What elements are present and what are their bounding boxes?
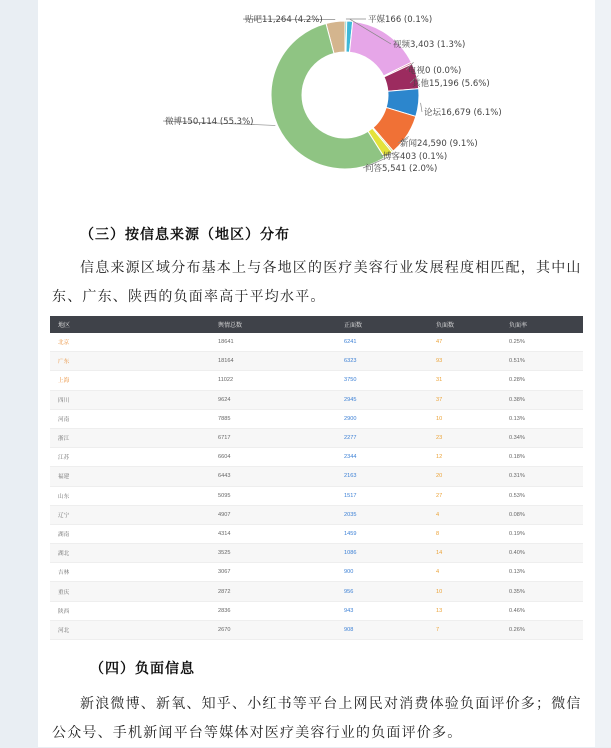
cell-positive: 908	[312, 620, 404, 639]
cell-region: 河北	[50, 620, 200, 639]
table-row	[50, 524, 583, 543]
cell-positive: 1459	[312, 524, 404, 543]
cell-negative: 20	[404, 467, 501, 486]
cell-positive: 1086	[312, 544, 404, 563]
cell-region: 重庆	[50, 582, 200, 601]
donut-label-平媒: 平媒166 (0.1%)	[368, 14, 432, 25]
cell-negative: 37	[404, 390, 501, 409]
cell-region: 辽宁	[50, 505, 200, 524]
cell-region: 福建	[50, 467, 200, 486]
cell-negative: 93	[404, 352, 501, 371]
table-row	[50, 390, 583, 409]
cell-region: 河南	[50, 409, 200, 428]
cell-positive: 900	[312, 563, 404, 582]
donut-label-博客: 博客403 (0.1%)	[383, 151, 447, 162]
header-negative: 负面数	[404, 316, 501, 333]
cell-total: 6717	[200, 428, 312, 447]
cell-total: 18164	[200, 352, 312, 371]
donut-label-问答: 问答5,541 (2.0%)	[365, 163, 437, 174]
section-three-title: （三）按信息来源（地区）分布	[80, 224, 290, 244]
header-region: 地区	[50, 316, 200, 333]
cell-negative: 10	[404, 409, 501, 428]
cell-negative: 7	[404, 620, 501, 639]
table-row	[50, 371, 583, 390]
cell-negative-rate: 0.40%	[501, 544, 583, 563]
cell-positive: 2900	[312, 409, 404, 428]
cell-positive: 3750	[312, 371, 404, 390]
cell-positive: 2945	[312, 390, 404, 409]
cell-negative-rate: 0.35%	[501, 582, 583, 601]
cell-total: 3525	[200, 544, 312, 563]
table-row	[50, 409, 583, 428]
table-header-row	[50, 316, 583, 333]
donut-label-论坛: 论坛16,679 (6.1%)	[424, 107, 502, 118]
cell-negative-rate: 0.51%	[501, 352, 583, 371]
cell-positive: 1517	[312, 486, 404, 505]
cell-positive: 6323	[312, 352, 404, 371]
cell-negative-rate: 0.38%	[501, 390, 583, 409]
donut-label-新闻: 新闻24,590 (9.1%)	[400, 138, 478, 149]
cell-region: 浙江	[50, 428, 200, 447]
cell-negative-rate: 0.13%	[501, 409, 583, 428]
region-table	[50, 316, 583, 640]
cell-total: 9624	[200, 390, 312, 409]
cell-negative: 4	[404, 505, 501, 524]
cell-negative-rate: 0.19%	[501, 524, 583, 543]
table-row	[50, 467, 583, 486]
cell-total: 18641	[200, 333, 312, 352]
cell-total: 3067	[200, 563, 312, 582]
donut-label-微博: 微博150,114 (55.3%)	[165, 116, 254, 127]
cell-negative-rate: 0.26%	[501, 620, 583, 639]
table-row	[50, 601, 583, 620]
cell-region: 广东	[50, 352, 200, 371]
cell-negative: 8	[404, 524, 501, 543]
source-distribution-donut-chart	[120, 0, 460, 185]
table-row	[50, 563, 583, 582]
cell-negative: 27	[404, 486, 501, 505]
cell-negative-rate: 0.18%	[501, 448, 583, 467]
table-row	[50, 505, 583, 524]
cell-region: 湖南	[50, 524, 200, 543]
cell-region: 湖北	[50, 544, 200, 563]
donut-label-其他: 其他15,196 (5.6%)	[412, 78, 490, 89]
header-positive: 正面数	[312, 316, 404, 333]
table-row	[50, 544, 583, 563]
cell-negative: 14	[404, 544, 501, 563]
table-row	[50, 620, 583, 639]
cell-positive: 956	[312, 582, 404, 601]
cell-total: 5095	[200, 486, 312, 505]
cell-negative-rate: 0.25%	[501, 333, 583, 352]
cell-negative: 13	[404, 601, 501, 620]
leader-line	[421, 103, 422, 112]
cell-negative-rate: 0.34%	[501, 428, 583, 447]
header-negative-rate: 负面率	[501, 316, 583, 333]
section-three-paragraph: 信息来源区域分布基本上与各地区的医疗美容行业发展程度相匹配，其中山东、广东、陕西的负面率高于平均水平。	[52, 254, 582, 312]
page-margin	[595, 0, 611, 747]
cell-negative-rate: 0.08%	[501, 505, 583, 524]
cell-region: 北京	[50, 333, 200, 352]
cell-total: 2670	[200, 620, 312, 639]
cell-positive: 2163	[312, 467, 404, 486]
cell-negative-rate: 0.53%	[501, 486, 583, 505]
cell-region: 江苏	[50, 448, 200, 467]
cell-positive: 2277	[312, 428, 404, 447]
cell-region: 上海	[50, 371, 200, 390]
donut-label-电视: 电视0 (0.0%)	[408, 65, 461, 76]
cell-total: 11022	[200, 371, 312, 390]
cell-negative-rate: 0.13%	[501, 563, 583, 582]
cell-total: 4907	[200, 505, 312, 524]
cell-negative: 10	[404, 582, 501, 601]
header-total: 舆情总数	[200, 316, 312, 333]
section-four-title: （四）负面信息	[90, 658, 195, 678]
cell-region: 陕西	[50, 601, 200, 620]
cell-region: 四川	[50, 390, 200, 409]
table-row	[50, 486, 583, 505]
donut-label-贴吧: 贴吧11,264 (4.2%)	[245, 14, 323, 25]
cell-total: 4314	[200, 524, 312, 543]
cell-total: 6604	[200, 448, 312, 467]
cell-total: 2836	[200, 601, 312, 620]
table-row	[50, 582, 583, 601]
section-four-paragraph: 新浪微博、新氧、知乎、小红书等平台上网民对消费体验负面评价多；微信公众号、手机新闻平台等媒体对医疗美容行业的负面评价多。	[52, 690, 582, 748]
table-row	[50, 333, 583, 352]
table-row	[50, 352, 583, 371]
cell-negative: 47	[404, 333, 501, 352]
cell-negative: 12	[404, 448, 501, 467]
cell-region: 山东	[50, 486, 200, 505]
cell-negative: 31	[404, 371, 501, 390]
cell-negative-rate: 0.46%	[501, 601, 583, 620]
cell-negative: 23	[404, 428, 501, 447]
cell-total: 2872	[200, 582, 312, 601]
cell-positive: 2344	[312, 448, 404, 467]
cell-total: 6443	[200, 467, 312, 486]
cell-negative-rate: 0.28%	[501, 371, 583, 390]
donut-label-视频: 视频3,403 (1.3%)	[393, 39, 465, 50]
table-row	[50, 428, 583, 447]
cell-total: 7885	[200, 409, 312, 428]
cell-positive: 943	[312, 601, 404, 620]
cell-positive: 2035	[312, 505, 404, 524]
table-row	[50, 448, 583, 467]
cell-region: 吉林	[50, 563, 200, 582]
cell-positive: 6241	[312, 333, 404, 352]
cell-negative: 4	[404, 563, 501, 582]
cell-negative-rate: 0.31%	[501, 467, 583, 486]
